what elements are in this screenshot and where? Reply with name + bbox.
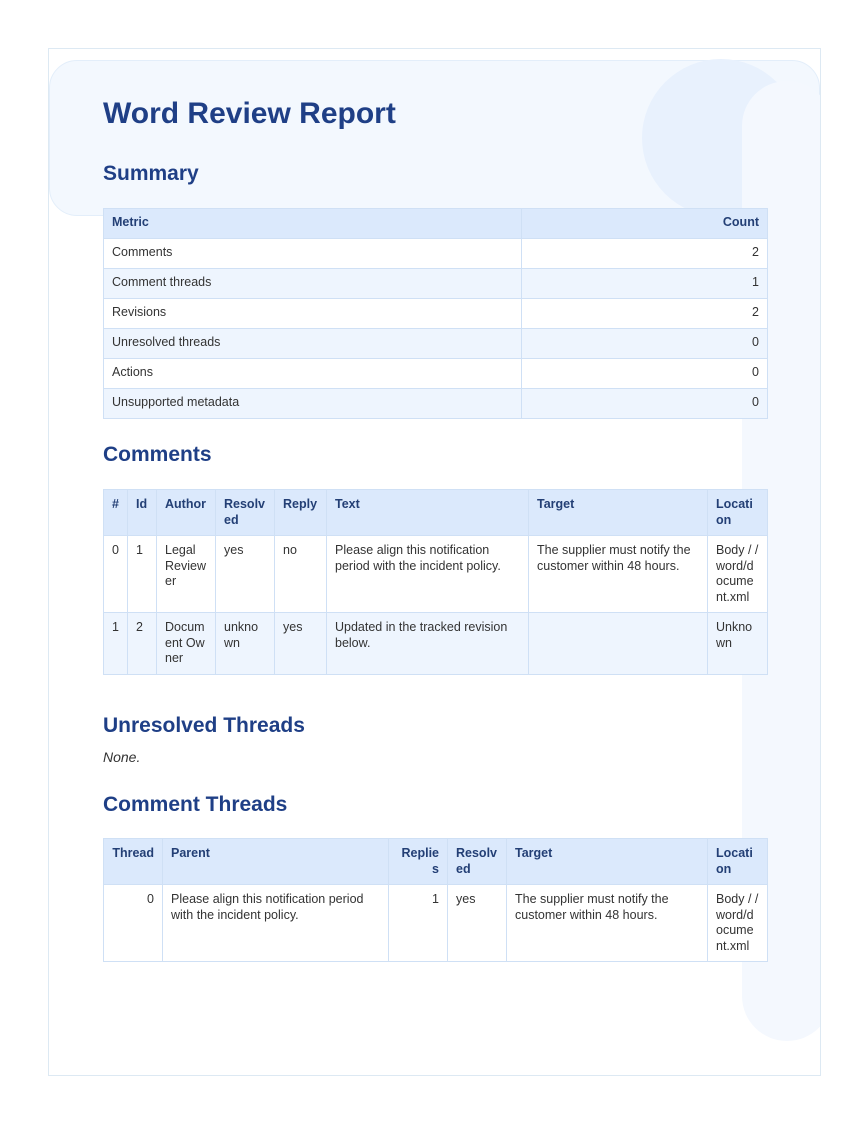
author-cell: Legal Reviewer: [157, 536, 216, 613]
count-cell: 0: [522, 359, 768, 389]
column-header-number: #: [104, 490, 128, 536]
report-page: [48, 48, 821, 1076]
metric-cell: Unresolved threads: [104, 329, 522, 359]
column-header-id: Id: [128, 490, 157, 536]
target-cell: The supplier must notify the customer within 48 hours.: [529, 536, 708, 613]
metric-cell: Actions: [104, 359, 522, 389]
count-cell: 0: [522, 329, 768, 359]
table-row: [104, 329, 768, 359]
replies-cell: 1: [389, 885, 448, 962]
text-cell: Updated in the tracked revision below.: [327, 613, 529, 675]
table-row: [104, 389, 768, 419]
metric-cell: Unsupported metadata: [104, 389, 522, 419]
resolved-cell: yes: [448, 885, 507, 962]
column-header-reply: Reply: [275, 490, 327, 536]
column-header-metric: Metric: [104, 209, 522, 239]
column-header-parent: Parent: [163, 839, 389, 885]
table-row: [104, 269, 768, 299]
location-cell: Body / /word/document.xml: [708, 536, 768, 613]
number-cell: 0: [104, 536, 128, 613]
table-row: [104, 536, 768, 613]
text-cell: Please align this notification period with the incident policy.: [327, 536, 529, 613]
table-row: [104, 239, 768, 269]
section-heading-unresolved-threads: Unresolved Threads: [103, 714, 305, 737]
unresolved-none-text: None.: [103, 749, 141, 765]
column-header-text: Text: [327, 490, 529, 536]
count-cell: 2: [522, 299, 768, 329]
column-header-count: Count: [522, 209, 768, 239]
count-cell: 1: [522, 269, 768, 299]
count-cell: 0: [522, 389, 768, 419]
table-row: [104, 885, 768, 962]
column-header-location: Location: [708, 839, 768, 885]
metric-cell: Comments: [104, 239, 522, 269]
column-header-resolved: Resolved: [216, 490, 275, 536]
location-cell: Body / /word/document.xml: [708, 885, 768, 962]
resolved-cell: unknown: [216, 613, 275, 675]
column-header-resolved: Resolved: [448, 839, 507, 885]
column-header-replies: Replies: [389, 839, 448, 885]
count-cell: 2: [522, 239, 768, 269]
comments-table: [103, 489, 768, 675]
section-heading-comment-threads: Comment Threads: [103, 793, 288, 816]
table-row: [104, 359, 768, 389]
column-header-target: Target: [507, 839, 708, 885]
column-header-author: Author: [157, 490, 216, 536]
table-header-row: [104, 209, 768, 239]
location-cell: Unknown: [708, 613, 768, 675]
table-row: [104, 299, 768, 329]
thread-cell: 0: [104, 885, 163, 962]
id-cell: 2: [128, 613, 157, 675]
reply-cell: yes: [275, 613, 327, 675]
section-heading-comments: Comments: [103, 443, 212, 466]
number-cell: 1: [104, 613, 128, 675]
page-title: Word Review Report: [103, 97, 396, 130]
column-header-location: Location: [708, 490, 768, 536]
column-header-target: Target: [529, 490, 708, 536]
section-heading-summary: Summary: [103, 162, 199, 185]
target-cell: The supplier must notify the customer within 48 hours.: [507, 885, 708, 962]
table-header-row: [104, 839, 768, 885]
metric-cell: Comment threads: [104, 269, 522, 299]
table-row: [104, 613, 768, 675]
column-header-thread: Thread: [104, 839, 163, 885]
resolved-cell: yes: [216, 536, 275, 613]
reply-cell: no: [275, 536, 327, 613]
table-header-row: [104, 490, 768, 536]
metric-cell: Revisions: [104, 299, 522, 329]
id-cell: 1: [128, 536, 157, 613]
target-cell: [529, 613, 708, 675]
summary-table: [103, 208, 768, 419]
author-cell: Document Owner: [157, 613, 216, 675]
parent-cell: Please align this notification period with the incident policy.: [163, 885, 389, 962]
comment-threads-table: [103, 838, 768, 962]
